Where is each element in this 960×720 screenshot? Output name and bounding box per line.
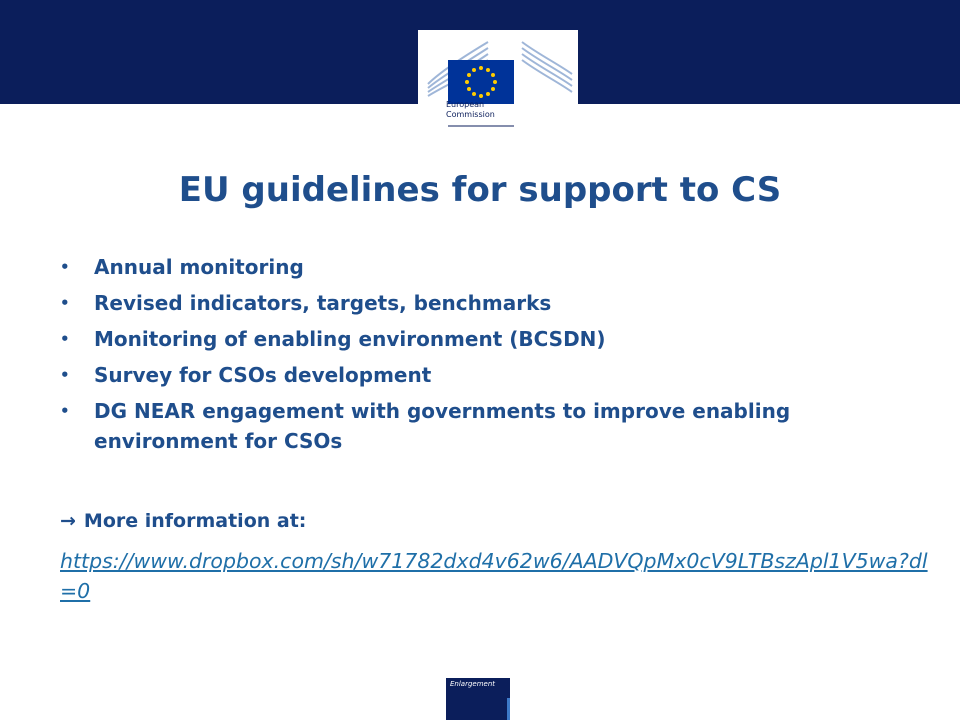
eu-flag-building-logo xyxy=(418,30,578,134)
bullet-text: Annual monitoring xyxy=(94,255,304,279)
bullet-text: Survey for CSOs development xyxy=(94,363,432,387)
bullet-text: Monitoring of enabling environment (BCSDN) xyxy=(94,327,606,351)
bullet-item xyxy=(60,288,880,318)
european-commission-logo xyxy=(418,30,578,134)
logo-text-line1: European xyxy=(446,100,485,109)
bullet-dot-icon: • xyxy=(60,402,70,420)
dropbox-link[interactable]: https://www.dropbox.com/sh/w71782dxd4v62w6/AADVQpMx0cV9LTBszApl1V5wa?dl=0 xyxy=(60,549,928,603)
more-info-line xyxy=(60,506,306,536)
bullet-dot-icon: • xyxy=(60,294,70,312)
bullet-text: Revised indicators, targets, benchmarks xyxy=(94,291,552,315)
enlargement-badge xyxy=(446,678,510,720)
bullet-item xyxy=(60,252,880,282)
bullet-list xyxy=(60,252,880,462)
logo-text-line2: Commission xyxy=(446,110,495,119)
slide-title: EU guidelines for support to CS xyxy=(178,170,782,210)
bullet-dot-icon: • xyxy=(60,330,70,348)
bullet-item xyxy=(60,396,880,456)
bullet-item xyxy=(60,360,880,390)
arrow-right-icon: → xyxy=(60,510,76,532)
bullet-text: DG NEAR engagement with governments to improve enabling environment for CSOs xyxy=(94,399,791,453)
badge-label: Enlargement xyxy=(450,680,496,688)
more-info-label: More information at: xyxy=(83,510,307,532)
bullet-dot-icon: • xyxy=(60,366,70,384)
bullet-dot-icon: • xyxy=(60,258,70,276)
logo-text xyxy=(446,100,495,120)
bullet-item xyxy=(60,324,880,354)
badge-stripe xyxy=(507,698,510,720)
